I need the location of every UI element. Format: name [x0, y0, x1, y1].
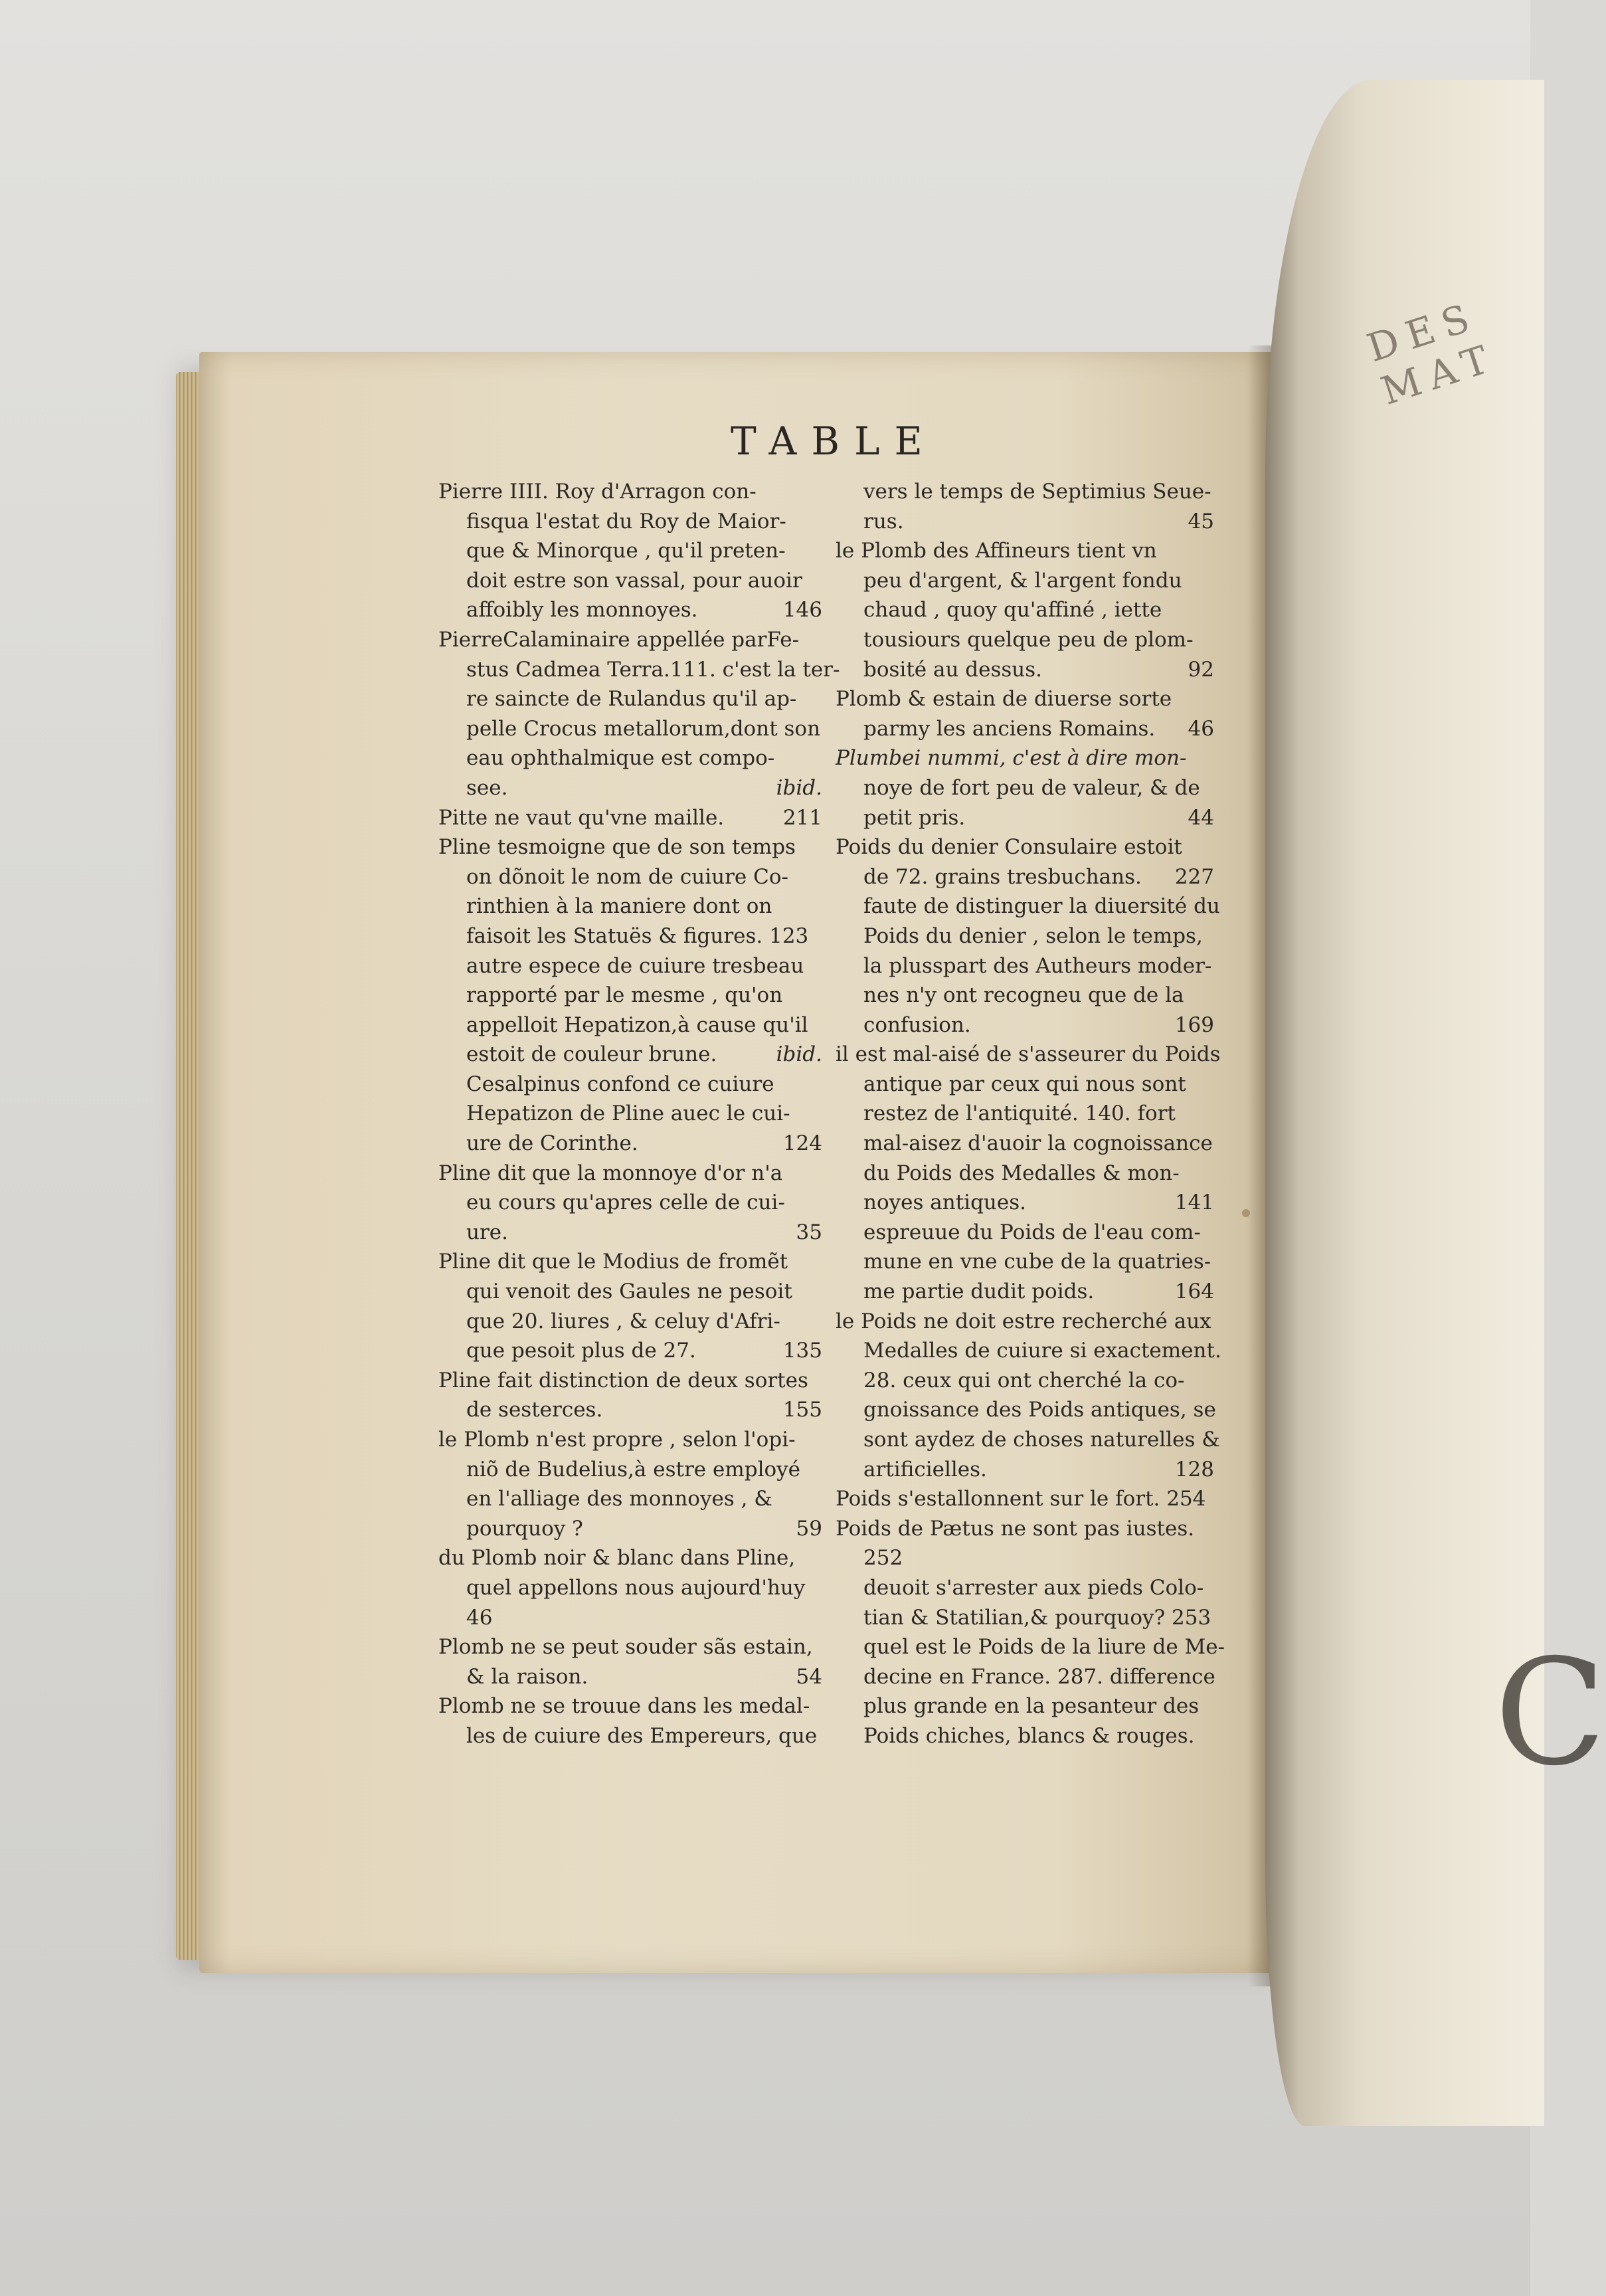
entry-line: decine en France. 287. difference [863, 1664, 1215, 1689]
entry-line [438, 1040, 822, 1070]
entry-line: que 20. liures , & celuy d'Afri- [466, 1309, 780, 1333]
entry-line: Poids de Pætus ne sont pas iustes. [836, 1516, 1195, 1541]
entry-text: de sesterces. [466, 1398, 603, 1422]
entry-line: il est mal-aisé de s'asseurer du Poids [836, 1042, 1221, 1067]
entry-line: plus grande en la pesanteur des [863, 1694, 1200, 1719]
right-page-heading: DES MAT [1362, 292, 1503, 414]
entry-line: Pierre IIII. Roy d'Arragon con- [438, 480, 757, 504]
index-entry [836, 536, 1214, 684]
entry-line: gnoissance des Poids antiques, se [863, 1398, 1216, 1422]
page-ref: 252 [863, 1546, 903, 1571]
page-ref: 45 [1188, 509, 1214, 533]
page-ref: 44 [1188, 805, 1214, 830]
entry-line: Plomb & estain de diuerse sorte [836, 687, 1172, 712]
page-title: TABLE [731, 419, 937, 464]
index-entry [438, 477, 822, 625]
index-entry [438, 1247, 822, 1365]
entry-line: Poids du denier , selon le temps, [863, 923, 1203, 948]
entry-line: autre espece de cuiure tresbeau [466, 953, 804, 978]
index-entry [836, 743, 1214, 832]
page-ref: 46 [466, 1605, 493, 1630]
index-column-left [438, 477, 840, 1751]
entry-line: Medalles de cuiure si exactement. [863, 1339, 1221, 1363]
entry-text: bosité au dessus. [863, 657, 1043, 682]
entry-line [836, 1455, 1214, 1485]
entry-line: re saincte de Rulandus qu'il ap- [466, 687, 797, 712]
entry-text: affoibly les monnoyes. [466, 598, 698, 622]
entry-line: pelle Crocus metallorum,dont son [466, 716, 821, 741]
entry-line: le Poids ne doit estre recherché aux [836, 1309, 1211, 1333]
page-ref: ibid. [776, 1042, 822, 1067]
entry-line [438, 1662, 822, 1692]
index-entry [438, 1691, 822, 1751]
page-ref: 135 [782, 1339, 822, 1363]
entry-text: ure. [466, 1220, 508, 1244]
entry-line [438, 1514, 822, 1544]
paper-stain [1242, 1209, 1250, 1217]
entry-line: que & Minorque , qu'il preten- [466, 539, 786, 563]
entry-text: pourquoy ? [466, 1516, 583, 1541]
entry-text: parmy les anciens Romains. [863, 716, 1156, 741]
entry-line [836, 1277, 1214, 1307]
entry-line: rinthien à la maniere dont on [466, 894, 772, 919]
page-ref: 169 [1174, 1012, 1214, 1037]
entry-line [836, 507, 1214, 537]
entry-line: Poids du denier Consulaire estoit [836, 835, 1182, 860]
entry-line: quel appellons nous aujourd'huy [466, 1575, 806, 1600]
index-entry [438, 803, 822, 833]
entry-line [836, 1010, 1214, 1040]
page-ref: ibid. [776, 775, 822, 800]
entry-line [836, 862, 1214, 892]
entry-line [438, 773, 822, 803]
entry-line [438, 803, 822, 833]
entry-line: Pline dit que la monnoye d'or n'a [438, 1161, 783, 1185]
index-entry [438, 832, 822, 1159]
entry-text: que pesoit plus de 27. [466, 1339, 696, 1363]
entry-text: & la raison. [466, 1664, 588, 1689]
index-entry [836, 1307, 1221, 1485]
entry-line: Pline dit que le Modius de fromẽt [438, 1250, 788, 1274]
page-ref: 141 [1174, 1191, 1214, 1215]
index-entry [438, 1366, 822, 1425]
entry-line: du Poids des Medalles & mon- [863, 1161, 1180, 1185]
page-ref: 124 [782, 1131, 822, 1156]
entry-line: le Plomb des Affineurs tient vn [836, 539, 1157, 563]
entry-line: Cesalpinus confond ce cuiure [466, 1072, 774, 1096]
index-entry [438, 625, 840, 803]
entry-line: peu d'argent, & l'argent fondu [863, 568, 1182, 593]
entry-text: confusion. [863, 1012, 971, 1037]
entry-line: antique par ceux qui nous sont [863, 1072, 1186, 1096]
entry-line: qui venoit des Gaules ne pesoit [466, 1280, 792, 1304]
page-ref: 59 [796, 1516, 822, 1541]
entry-line: du Plomb noir & blanc dans Pline, [438, 1546, 796, 1571]
index-column-right [836, 477, 1225, 1751]
entry-line: Pline tesmoigne que de son temps [438, 835, 796, 860]
entry-text: see. [466, 775, 508, 800]
page-ref: 54 [796, 1664, 822, 1689]
entry-line: les de cuiure des Empereurs, que [466, 1723, 818, 1748]
index-entry [438, 1425, 822, 1543]
entry-line: doit estre son vassal, pour auoir [466, 568, 802, 593]
entry-line: Poids s'estallonnent sur le fort. 254 [836, 1487, 1206, 1511]
entry-line: tian & Statilian,& pourquoy? 253 [863, 1605, 1211, 1630]
page-edges [176, 372, 201, 1960]
entry-line: quel est le Poids de la liure de Me- [863, 1635, 1225, 1660]
entry-text: Pitte ne vaut qu'vne maille. [438, 805, 725, 830]
entry-line: 28. ceux qui ont cherché la co- [863, 1368, 1185, 1392]
entry-line: on dõnoit le nom de cuiure Co- [466, 864, 788, 889]
entry-line: appelloit Hepatizon,à cause qu'il [466, 1012, 808, 1037]
entry-line [836, 1188, 1214, 1218]
page-ref: 164 [1174, 1280, 1214, 1304]
entry-line [836, 743, 1214, 773]
index-entry [836, 1514, 1225, 1751]
entry-text: Plumbei nummi, c'est à dire mon- [836, 746, 1187, 771]
page-ref: 227 [1174, 864, 1214, 889]
entry-line: Poids chiches, blancs & rouges. [863, 1723, 1195, 1748]
entry-line: Plomb ne se trouue dans les medal- [438, 1694, 810, 1719]
entry-line: fisqua l'estat du Roy de Maior- [466, 509, 786, 533]
entry-line: tousiours quelque peu de plom- [863, 627, 1194, 652]
entry-line: eu cours qu'apres celle de cui- [466, 1191, 785, 1215]
entry-line: la plusspart des Autheurs moder- [863, 953, 1212, 978]
entry-line: espreuue du Poids de l'eau com- [863, 1220, 1201, 1244]
entry-line: Plomb ne se peut souder sãs estain, [438, 1635, 813, 1660]
index-entry [438, 1632, 822, 1691]
entry-line: faute de distinguer la diuersité du [863, 894, 1220, 919]
index-entry [836, 1484, 1214, 1514]
entry-line: chaud , quoy qu'affiné , iette [863, 598, 1162, 622]
entry-text: estoit de couleur brune. [466, 1042, 717, 1067]
entry-line: faisoit les Statuës & figures. 123 [466, 923, 809, 948]
entry-line [438, 1336, 822, 1366]
right-page [1265, 80, 1544, 2126]
entry-text: stus Cadmea Terra.111. c'est la ter- [466, 657, 840, 682]
entry-text: petit pris. [863, 805, 966, 830]
index-entry [836, 832, 1221, 1307]
entry-line: vers le temps de Septimius Seue- [863, 480, 1211, 504]
entry-text: me partie dudit poids. [863, 1280, 1095, 1304]
entry-line: niõ de Budelius,à estre employé [466, 1457, 801, 1482]
page-ref: 92 [1188, 657, 1214, 682]
entry-line: restez de l'antiquité. 140. fort [863, 1101, 1176, 1126]
entry-text: rus. [863, 509, 904, 533]
index-entry [836, 684, 1214, 743]
entry-line: noye de fort peu de valeur, & de [863, 775, 1200, 800]
entry-line: sont aydez de choses naturelles & [863, 1428, 1220, 1452]
page-ref: 211 [782, 805, 822, 830]
entry-line: deuoit s'arrester aux pieds Colo- [863, 1575, 1204, 1600]
index-entry [438, 1543, 822, 1632]
entry-line [438, 1129, 822, 1159]
entry-line: Hepatizon de Pline auec le cui- [466, 1101, 790, 1126]
page-ref: 155 [782, 1398, 822, 1422]
entry-line [836, 714, 1214, 744]
entry-text: noyes antiques. [863, 1191, 1026, 1215]
entry-text: de 72. grains tresbuchans. [863, 864, 1142, 889]
page-ref: 46 [1188, 716, 1214, 741]
entry-line [438, 1395, 822, 1425]
entry-line [438, 595, 822, 625]
entry-line: rapporté par le mesme , qu'on [466, 983, 783, 1008]
entry-line [438, 1218, 822, 1248]
entry-line [438, 655, 840, 685]
entry-line: Pline fait distinction de deux sortes [438, 1368, 808, 1392]
entry-line: mune en vne cube de la quatries- [863, 1250, 1211, 1274]
entry-line [836, 655, 1214, 685]
entry-line: PierreCalaminaire appellée parFe- [438, 627, 800, 652]
entry-line: eau ophthalmique est compo- [466, 746, 775, 771]
page-ref: 35 [796, 1220, 822, 1244]
entry-line: le Plomb n'est propre , selon l'opi- [438, 1428, 796, 1452]
right-page-initial: C [1494, 1628, 1606, 1798]
page-ref: 128 [1174, 1457, 1214, 1482]
page-ref: 146 [782, 598, 822, 622]
index-entry [438, 1159, 822, 1248]
index-entry [836, 477, 1214, 536]
entry-text: ure de Corinthe. [466, 1131, 638, 1156]
entry-text: artificielles. [863, 1457, 987, 1482]
entry-line: en l'alliage des monnoyes , & [466, 1487, 772, 1511]
entry-line: nes n'y ont recogneu que de la [863, 983, 1184, 1008]
entry-line: mal-aisez d'auoir la cognoissance [863, 1131, 1213, 1156]
entry-line [836, 803, 1214, 833]
